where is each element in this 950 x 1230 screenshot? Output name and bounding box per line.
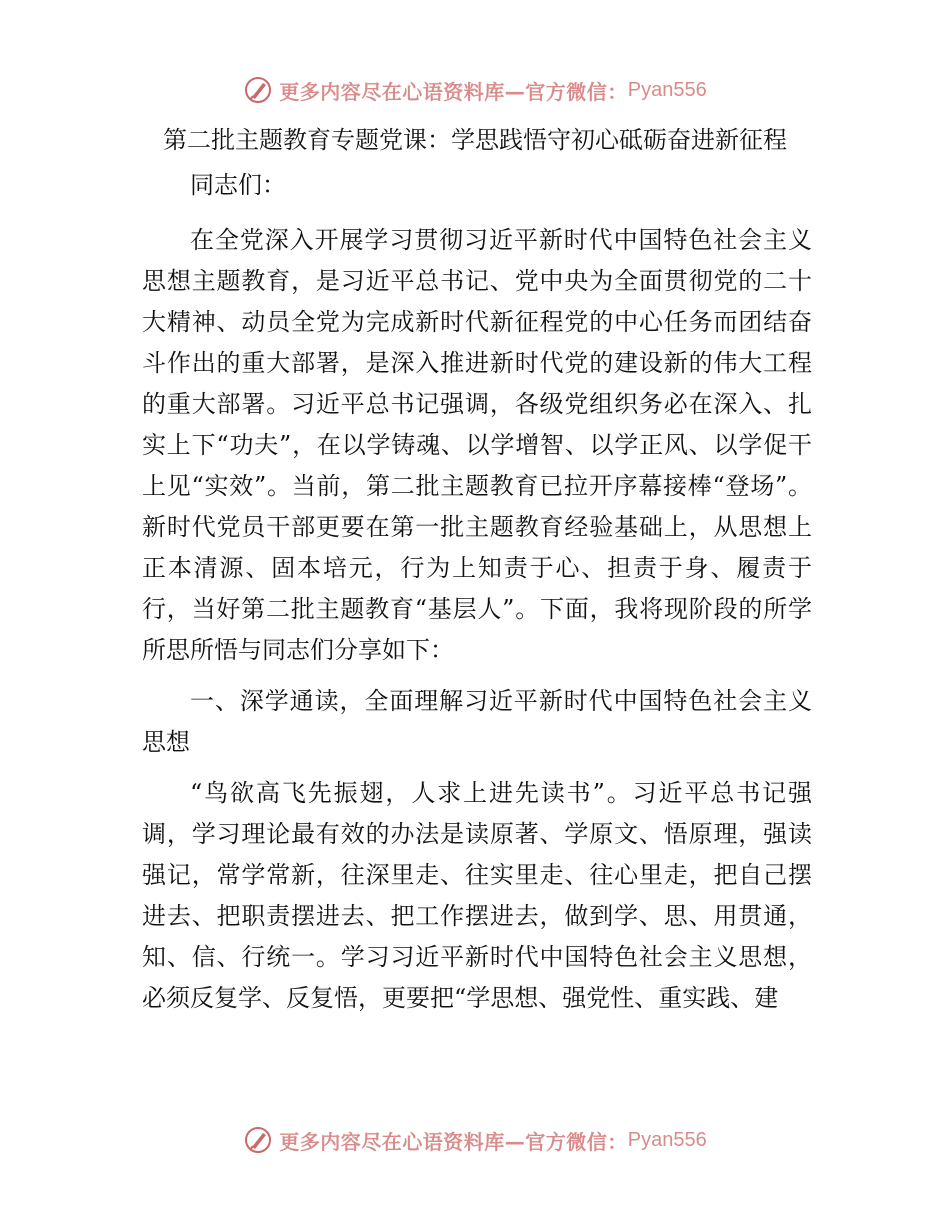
watermark-text: 更多内容尽在心语资料库—官方微信：: [279, 1129, 628, 1154]
header-watermark: [0, 70, 950, 110]
document-body: [142, 165, 812, 1019]
document-title: 第二批主题教育专题党课：学思践悟守初心砥砺奋进新征程: [163, 126, 787, 154]
watermark-wechat-id: Pyan556: [627, 1128, 707, 1151]
quill-logo-icon: [243, 1125, 273, 1155]
greeting-paragraph: 同志们：: [190, 171, 286, 199]
section-heading-1: 一、深学通读，全面理解习近平新时代中国特色社会主义思想: [142, 687, 812, 756]
quill-logo-icon: [243, 75, 273, 105]
body-paragraph-section-1: “鸟欲高飞先振翅，人求上进先读书”。习近平总书记强调，学习理论最有效的办法是读原著、学原文、悟原理，强读强记，常学常新，往深里走、往实里走、往心里走，把自己摆进去、把职责摆进去、把工作摆进去，做到学、思、用贯通，知、信、行统一。学习习近平新时代中国特色社会主义思想，必须反复学、反复悟，更要把“学思想、强党性、重实践、建: [142, 779, 812, 1012]
footer-watermark: [0, 1120, 950, 1160]
body-paragraph-intro: 在全党深入开展学习贯彻习近平新时代中国特色社会主义思想主题教育，是习近平总书记、党中央为全面贯彻党的二十大精神、动员全党为完成新时代新征程党的中心任务而团结奋斗作出的重大部署，是深入推进新时代党的建设新的伟大工程的重大部署。习近平总书记强调，各级党组织务必在深入、扎实上下“功夫”，在以学铸魂、以学增智、以学正风、以学促干上见“实效”。当前，第二批主题教育已拉开序幕接棒“登场”。新时代党员干部更要在第一批主题教育经验基础上，从思想上正本清源、固本培元，行为上知责于心、担责于身、履责于行，当好第二批主题教育“基层人”。下面，我将现阶段的所学所思所悟与同志们分享如下：: [142, 226, 812, 664]
watermark-text: 更多内容尽在心语资料库—官方微信：: [279, 79, 628, 104]
watermark-wechat-id: Pyan556: [627, 78, 707, 101]
